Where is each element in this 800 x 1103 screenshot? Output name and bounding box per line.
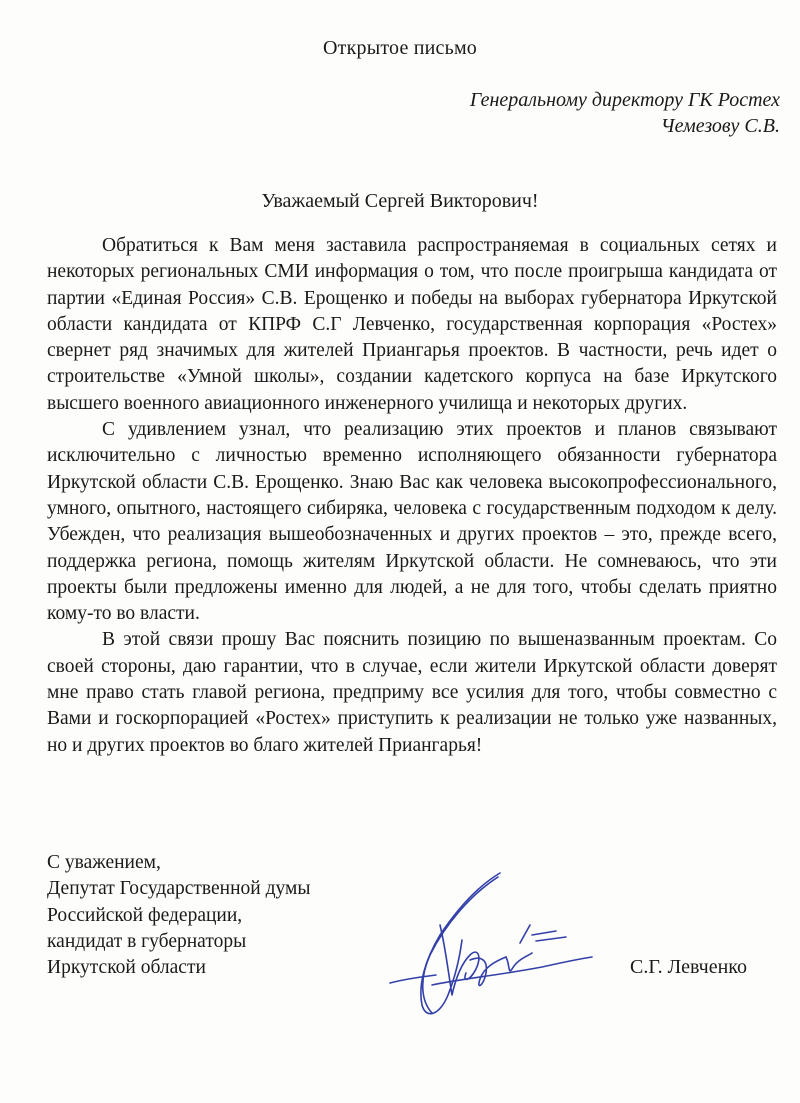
signoff-regards: С уважением,: [47, 852, 161, 873]
letter-body: [47, 233, 777, 759]
salutation: Уважаемый Сергей Викторович!: [261, 190, 539, 212]
signer-name: С.Г. Левченко: [630, 956, 747, 978]
paragraph-3: В этой связи прошу Вас пояснить позицию по вышеназванным проектам. Со своей стороны, даю гарантии, что в случае, если жители Иркутской области доверят мне право стать главой региона, предприму все усилия для того, чтобы совместно с Вами и госкорпорацией «Ростех» приступить к реализации не только уже названных, но и других проектов во благо жителей Приангарья!: [47, 629, 777, 756]
signoff-title-4: Иркутской области: [47, 957, 206, 979]
signoff-title-2: Российской федерации,: [47, 904, 243, 926]
letter-title: Открытое письмо: [323, 37, 477, 59]
signoff-title-1: Депутат Государственной думы: [47, 878, 311, 900]
signoff-block: [47, 850, 310, 981]
addressee-name: Чемезову С.В.: [660, 115, 780, 137]
addressee-position: Генеральному директору ГК Ростех: [469, 89, 780, 111]
paragraph-1: Обратиться к Вам меня заставила распространяемая в социальных сетях и некоторых региональных СМИ информация о том, что после проигрыша кандидата от партии «Единая Россия» С.В. Ерощенко и победы на выборах губернатора Иркутской области кандидата от КПРФ С.Г Левченко, государственная корпорация «Ростех» свернет ряд значимых для жителей Приангарья проектов. В частности, речь идет о строительстве «Умной школы», создании кадетского корпуса на базе Иркутского высшего военного авиационного инженерного училища и некоторых других.: [47, 235, 777, 414]
signoff-title-3: кандидат в губернаторы: [47, 930, 247, 952]
paragraph-2: С удивлением узнал, что реализацию этих проектов и планов связывают исключительно с личностью временно исполняющего обязанности губернатора Иркутской области С.В. Ерощенко. Знаю Вас как человека высокопрофессионального, умного, опытного, настоящего сибиряка, человека с государственным подходом к делу. Убежден, что реализация вышеобозначенных и других проектов – это, прежде всего, поддержка региона, помощь жителям Иркутской области. Не сомневаюсь, что эти проекты были предложены именно для людей, а не для того, чтобы сделать приятно кому-то во власти.: [47, 419, 777, 625]
handwritten-signature: [370, 865, 600, 1030]
addressee-block: [470, 87, 780, 139]
